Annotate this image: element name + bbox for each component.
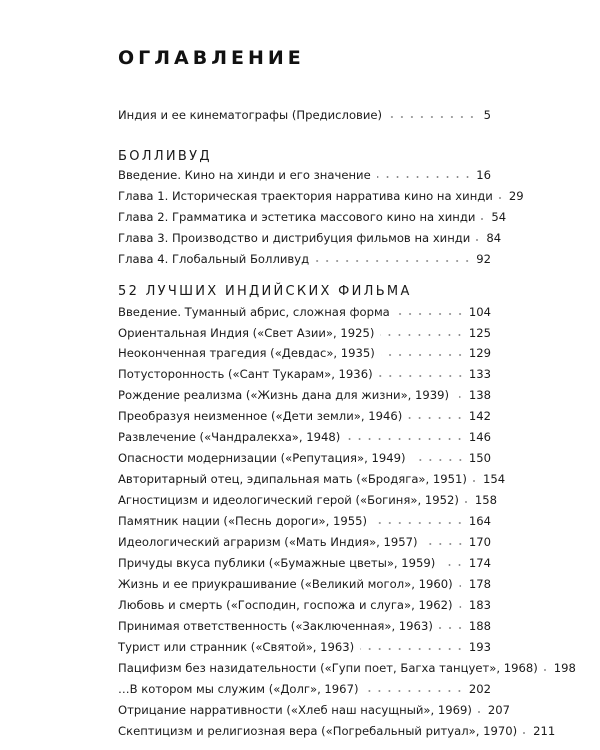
toc-entry-page: 125 xyxy=(468,326,491,340)
toc-entry-page: 129 xyxy=(468,346,491,360)
toc-entry xyxy=(118,636,491,654)
dot-leader xyxy=(412,459,465,461)
dot-leader xyxy=(473,480,479,482)
toc-entry-page: 202 xyxy=(468,682,491,696)
toc-entry-page: 133 xyxy=(468,367,491,381)
toc-entry-text: Жизнь и ее приукрашивание («Великий могол», 1960) xyxy=(118,577,457,591)
toc-entry xyxy=(118,552,491,570)
dot-leader xyxy=(465,501,471,503)
toc-entry-page: 146 xyxy=(468,430,491,444)
toc-entry-page: 158 xyxy=(474,493,497,507)
dot-leader xyxy=(499,197,505,199)
toc-entry-text: Неоконченная трагедия («Девдас», 1935) xyxy=(118,346,379,360)
toc-entry-text: Развлечение («Чандралекха», 1948) xyxy=(118,430,344,444)
toc-entry-text: Глава 1. Историческая траектория нарратива кино на хинди xyxy=(118,189,497,203)
toc-entry-text: Отрицание нарративности («Хлеб наш насущный», 1969) xyxy=(118,703,476,717)
toc-entry xyxy=(118,301,491,319)
toc-entry-page: 138 xyxy=(468,388,491,402)
dot-leader xyxy=(364,690,464,692)
toc-entry xyxy=(118,447,491,465)
toc-entry-text: Индия и ее кинематографы (Предисловие) xyxy=(118,108,386,122)
dot-leader xyxy=(380,334,464,336)
toc-entry-page: 164 xyxy=(468,514,491,528)
toc-entry-page: 54 xyxy=(491,210,507,224)
toc-entry xyxy=(118,227,502,245)
toc-entry-page: 16 xyxy=(476,168,491,182)
toc-entry xyxy=(118,342,491,360)
toc-entry-text: Введение. Кино на хинди и его значение xyxy=(118,168,375,182)
dot-leader xyxy=(544,669,550,671)
section-heading-bollywood: БОЛЛИВУД xyxy=(118,149,212,164)
dot-leader xyxy=(381,354,465,356)
toc-entry-text: Рождение реализма («Жизнь дана для жизни», 1939) xyxy=(118,388,453,402)
toc-entry-text: Глава 3. Производство и дистрибуция фильмов на хинди xyxy=(118,231,474,245)
dot-leader xyxy=(459,606,465,608)
dot-leader xyxy=(523,732,529,734)
toc-entry-text: Авторитарный отец, эдипальная мать («Бродяга», 1951) xyxy=(118,472,471,486)
toc-entry xyxy=(118,322,491,340)
toc-entry-text: Причуды вкуса публики («Бумажные цветы», 1959) xyxy=(118,556,439,570)
toc-entry-page: 178 xyxy=(468,577,491,591)
dot-leader xyxy=(396,313,465,315)
toc-entry xyxy=(118,657,576,675)
toc-entry-page: 84 xyxy=(486,231,502,245)
toc-entry xyxy=(118,185,524,203)
toc-entry-preface xyxy=(118,104,491,122)
toc-entry-page: 188 xyxy=(468,619,491,633)
dot-leader xyxy=(439,627,465,629)
toc-entry-page: 154 xyxy=(482,472,506,486)
toc-entry-text: Потусторонность («Сант Тукарам», 1936) xyxy=(118,367,377,381)
dot-leader xyxy=(379,375,465,377)
toc-entry-text: Опасности модернизации («Репутация», 1949) xyxy=(118,451,410,465)
toc-entry xyxy=(118,720,556,738)
toc-entry-page: 104 xyxy=(468,305,491,319)
toc-entry xyxy=(118,699,511,717)
dot-leader xyxy=(315,260,472,262)
dot-leader xyxy=(476,239,482,241)
toc-entry-text: Глава 4. Глобальный Болливуд xyxy=(118,252,313,266)
toc-entry xyxy=(118,594,491,612)
dot-leader xyxy=(459,585,465,587)
dot-leader xyxy=(373,522,465,524)
toc-entry xyxy=(118,384,491,402)
toc-entry xyxy=(118,615,491,633)
toc-entry xyxy=(118,405,491,423)
toc-entry xyxy=(118,573,491,591)
toc-entry-text: Пацифизм без назидательности («Гупи поет, Багха танцует», 1968) xyxy=(118,661,542,675)
section-heading-52-films: 52 ЛУЧШИХ ИНДИЙСКИХ ФИЛЬМА xyxy=(118,284,412,299)
toc-entry xyxy=(118,489,497,507)
dot-leader xyxy=(441,564,465,566)
toc-entry-text: Глава 2. Грамматика и эстетика массового кино на хинди xyxy=(118,210,479,224)
toc-entry-page: 183 xyxy=(468,598,491,612)
toc-entry-text: Любовь и смерть («Господин, госпожа и слуга», 1962) xyxy=(118,598,457,612)
toc-entry-page: 29 xyxy=(508,189,524,203)
toc-entry-text: Принимая ответственность («Заключенная», 1963) xyxy=(118,619,437,633)
toc-entry-page: 92 xyxy=(476,252,491,266)
toc-entry-text: Преобразуя неизменное («Дети земли», 1946) xyxy=(118,409,406,423)
toc-entry-page: 207 xyxy=(487,703,511,717)
toc-entry xyxy=(118,468,506,486)
toc-entry-text: Агностицизм и идеологический герой («Богиня», 1952) xyxy=(118,493,463,507)
dot-leader xyxy=(346,438,465,440)
toc-entry xyxy=(118,248,491,266)
toc-entry xyxy=(118,363,491,381)
toc-entry-page: 174 xyxy=(468,556,491,570)
toc-entry xyxy=(118,678,491,696)
toc-entry-page: 170 xyxy=(468,535,491,549)
toc-entry-page: 198 xyxy=(553,661,576,675)
toc-entry-text: Ориентальная Индия («Свет Азии», 1925) xyxy=(118,326,378,340)
dot-leader xyxy=(424,543,465,545)
toc-entry-text: Идеологический аграризм («Мать Индия», 1957) xyxy=(118,535,422,549)
dot-leader xyxy=(360,648,465,650)
dot-leader xyxy=(377,176,473,178)
page-title: ОГЛАВЛЕНИЕ xyxy=(118,47,305,69)
toc-entry-page: 193 xyxy=(468,640,491,654)
toc-entry-text: Памятник нации («Песнь дороги», 1955) xyxy=(118,514,371,528)
dot-leader xyxy=(388,116,477,118)
dot-leader xyxy=(481,218,487,220)
toc-entry-page: 5 xyxy=(483,108,491,122)
toc-entry-page: 142 xyxy=(468,409,491,423)
toc-entry xyxy=(118,531,491,549)
toc-entry xyxy=(118,164,491,182)
dot-leader xyxy=(455,396,465,398)
toc-entry-text: Турист или странник («Святой», 1963) xyxy=(118,640,358,654)
dot-leader xyxy=(408,417,465,419)
toc-entry xyxy=(118,206,507,224)
toc-entry-text: Введение. Туманный абрис, сложная форма xyxy=(118,305,394,319)
toc-entry-page: 211 xyxy=(533,724,556,738)
toc-entry-text: …В котором мы служим («Долг», 1967) xyxy=(118,682,362,696)
dot-leader xyxy=(478,711,484,713)
toc-entry-text: Скептицизм и религиозная вера («Погребальный ритуал», 1970) xyxy=(118,724,521,738)
toc-entry-page: 150 xyxy=(468,451,491,465)
toc-entry xyxy=(118,510,491,528)
toc-entry xyxy=(118,426,491,444)
